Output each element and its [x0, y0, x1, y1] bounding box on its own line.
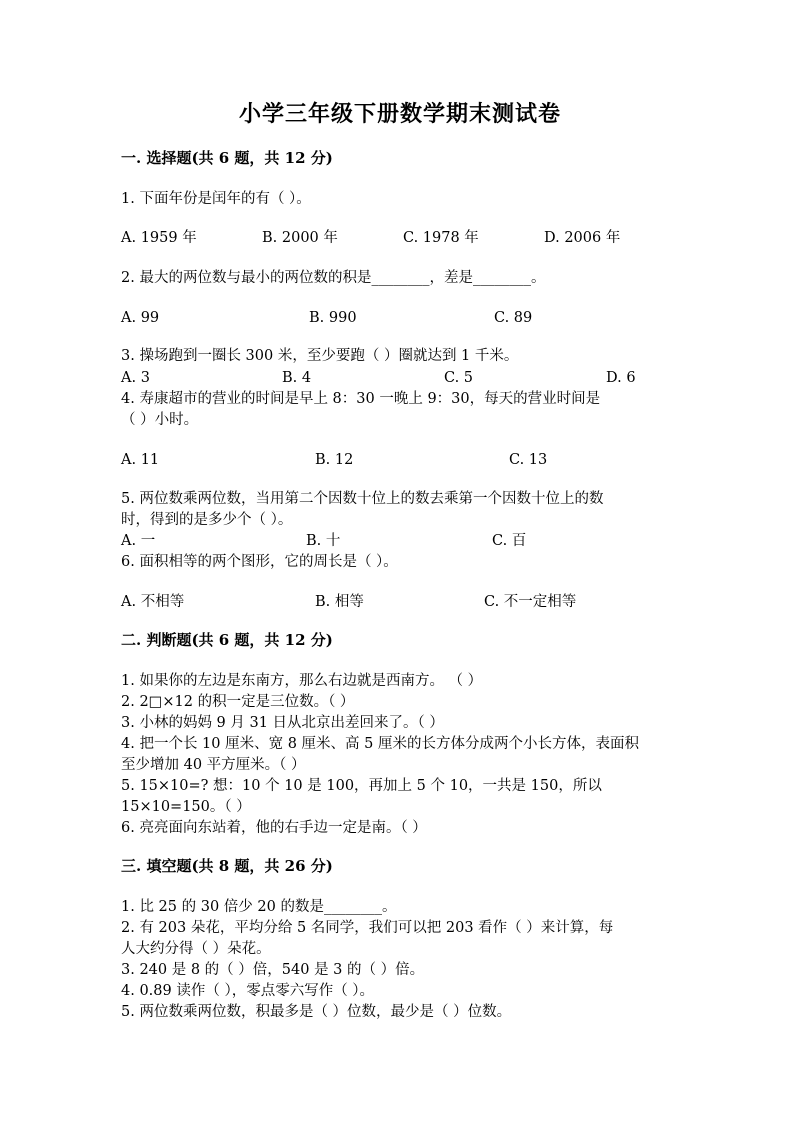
question-4-stem-line-1: 4. 寿康超市的营业的时间是早上 8：30 一晚上 9：30，每天的营业时间是 — [121, 391, 601, 407]
fill-in-line-3: 人大约分得（ ）朵花。 — [121, 941, 271, 957]
question-3-option-c: C. 5 — [444, 370, 474, 386]
question-5-option-c: C. 百 — [492, 533, 527, 549]
question-3-option-b: B. 4 — [282, 370, 312, 386]
fill-in-line-6: 5. 两位数乘两位数，积最多是（ ）位数，最少是（ ）位数。 — [121, 1004, 512, 1020]
question-1-option-c: C. 1978 年 — [403, 230, 479, 246]
question-1-stem: 1. 下面年份是闰年的有（ ）。 — [121, 191, 311, 207]
judgement-line-3: 3. 小林的妈妈 9 月 31 日从北京出差回来了。（ ） — [121, 715, 444, 731]
question-2-option-b: B. 990 — [309, 310, 357, 326]
question-1-option-b: B. 2000 年 — [262, 230, 338, 246]
question-3-option-a: A. 3 — [121, 370, 150, 386]
question-5-option-b: B. 十 — [306, 533, 341, 549]
question-4-option-b: B. 12 — [315, 452, 354, 468]
judgement-line-4: 4. 把一个长 10 厘米、宽 8 厘米、高 5 厘米的长方体分成两个小长方体，表面积 — [121, 736, 639, 752]
question-6-option-a: A. 不相等 — [121, 594, 185, 610]
question-5-option-a: A. 一 — [121, 533, 156, 549]
section-heading-choice: 一. 选择题(共 6 题，共 12 分) — [121, 149, 333, 167]
question-5-stem-line-2: 时，得到的是多少个（ ）。 — [121, 512, 293, 528]
question-5-stem-line-1: 5. 两位数乘两位数，当用第二个因数十位上的数去乘第一个因数十位上的数 — [121, 491, 604, 507]
question-3-stem: 3. 操场跑到一圈长 300 米，至少要跑（ ）圈就达到 1 千米。 — [121, 348, 519, 364]
question-6-option-c: C. 不一定相等 — [484, 594, 577, 610]
question-1-option-d: D. 2006 年 — [544, 230, 621, 246]
judgement-line-2: 2. 2□×12 的积一定是三位数。（ ） — [121, 694, 355, 710]
fill-in-line-5: 4. 0.89 读作（ ），零点零六写作（ ）。 — [121, 983, 375, 999]
judgement-line-7: 15×10=150。（ ） — [121, 799, 251, 815]
judgement-line-5: 至少增加 40 平方厘米。（ ） — [121, 757, 306, 773]
question-6-option-b: B. 相等 — [315, 594, 364, 610]
question-4-option-c: C. 13 — [509, 452, 548, 468]
question-2-stem: 2. 最大的两位数与最小的两位数的积是________，差是________。 — [121, 270, 546, 286]
question-4-stem-line-2: （ ）小时。 — [121, 412, 199, 428]
question-3-option-d: D. 6 — [606, 370, 636, 386]
judgement-line-6: 5. 15×10=? 想：10 个 10 是 100，再加上 5 个 10，一共是 150，所以 — [121, 778, 602, 794]
question-4-option-a: A. 11 — [121, 452, 160, 468]
fill-in-line-4: 3. 240 是 8 的（ ）倍，540 是 3 的（ ）倍。 — [121, 962, 425, 978]
fill-in-line-1: 1. 比 25 的 30 倍少 20 的数是________。 — [121, 899, 397, 915]
section-heading-judgement: 二. 判断题(共 6 题，共 12 分) — [121, 631, 333, 649]
page-title: 小学三年级下册数学期末测试卷 — [238, 101, 561, 127]
section-heading-fill-in: 三. 填空题(共 8 题，共 26 分) — [121, 857, 333, 875]
judgement-line-1: 1. 如果你的左边是东南方，那么右边就是西南方。 （ ） — [121, 673, 483, 689]
judgement-line-8: 6. 亮亮面向东站着，他的右手边一定是南。（ ） — [121, 820, 427, 836]
question-1-option-a: A. 1959 年 — [121, 230, 197, 246]
fill-in-line-2: 2. 有 203 朵花，平均分给 5 名同学，我们可以把 203 看作（ ）来计算，每 — [121, 920, 614, 936]
question-2-option-a: A. 99 — [121, 310, 160, 326]
question-2-option-c: C. 89 — [494, 310, 533, 326]
question-6-stem: 6. 面积相等的两个图形，它的周长是（ ）。 — [121, 554, 398, 570]
